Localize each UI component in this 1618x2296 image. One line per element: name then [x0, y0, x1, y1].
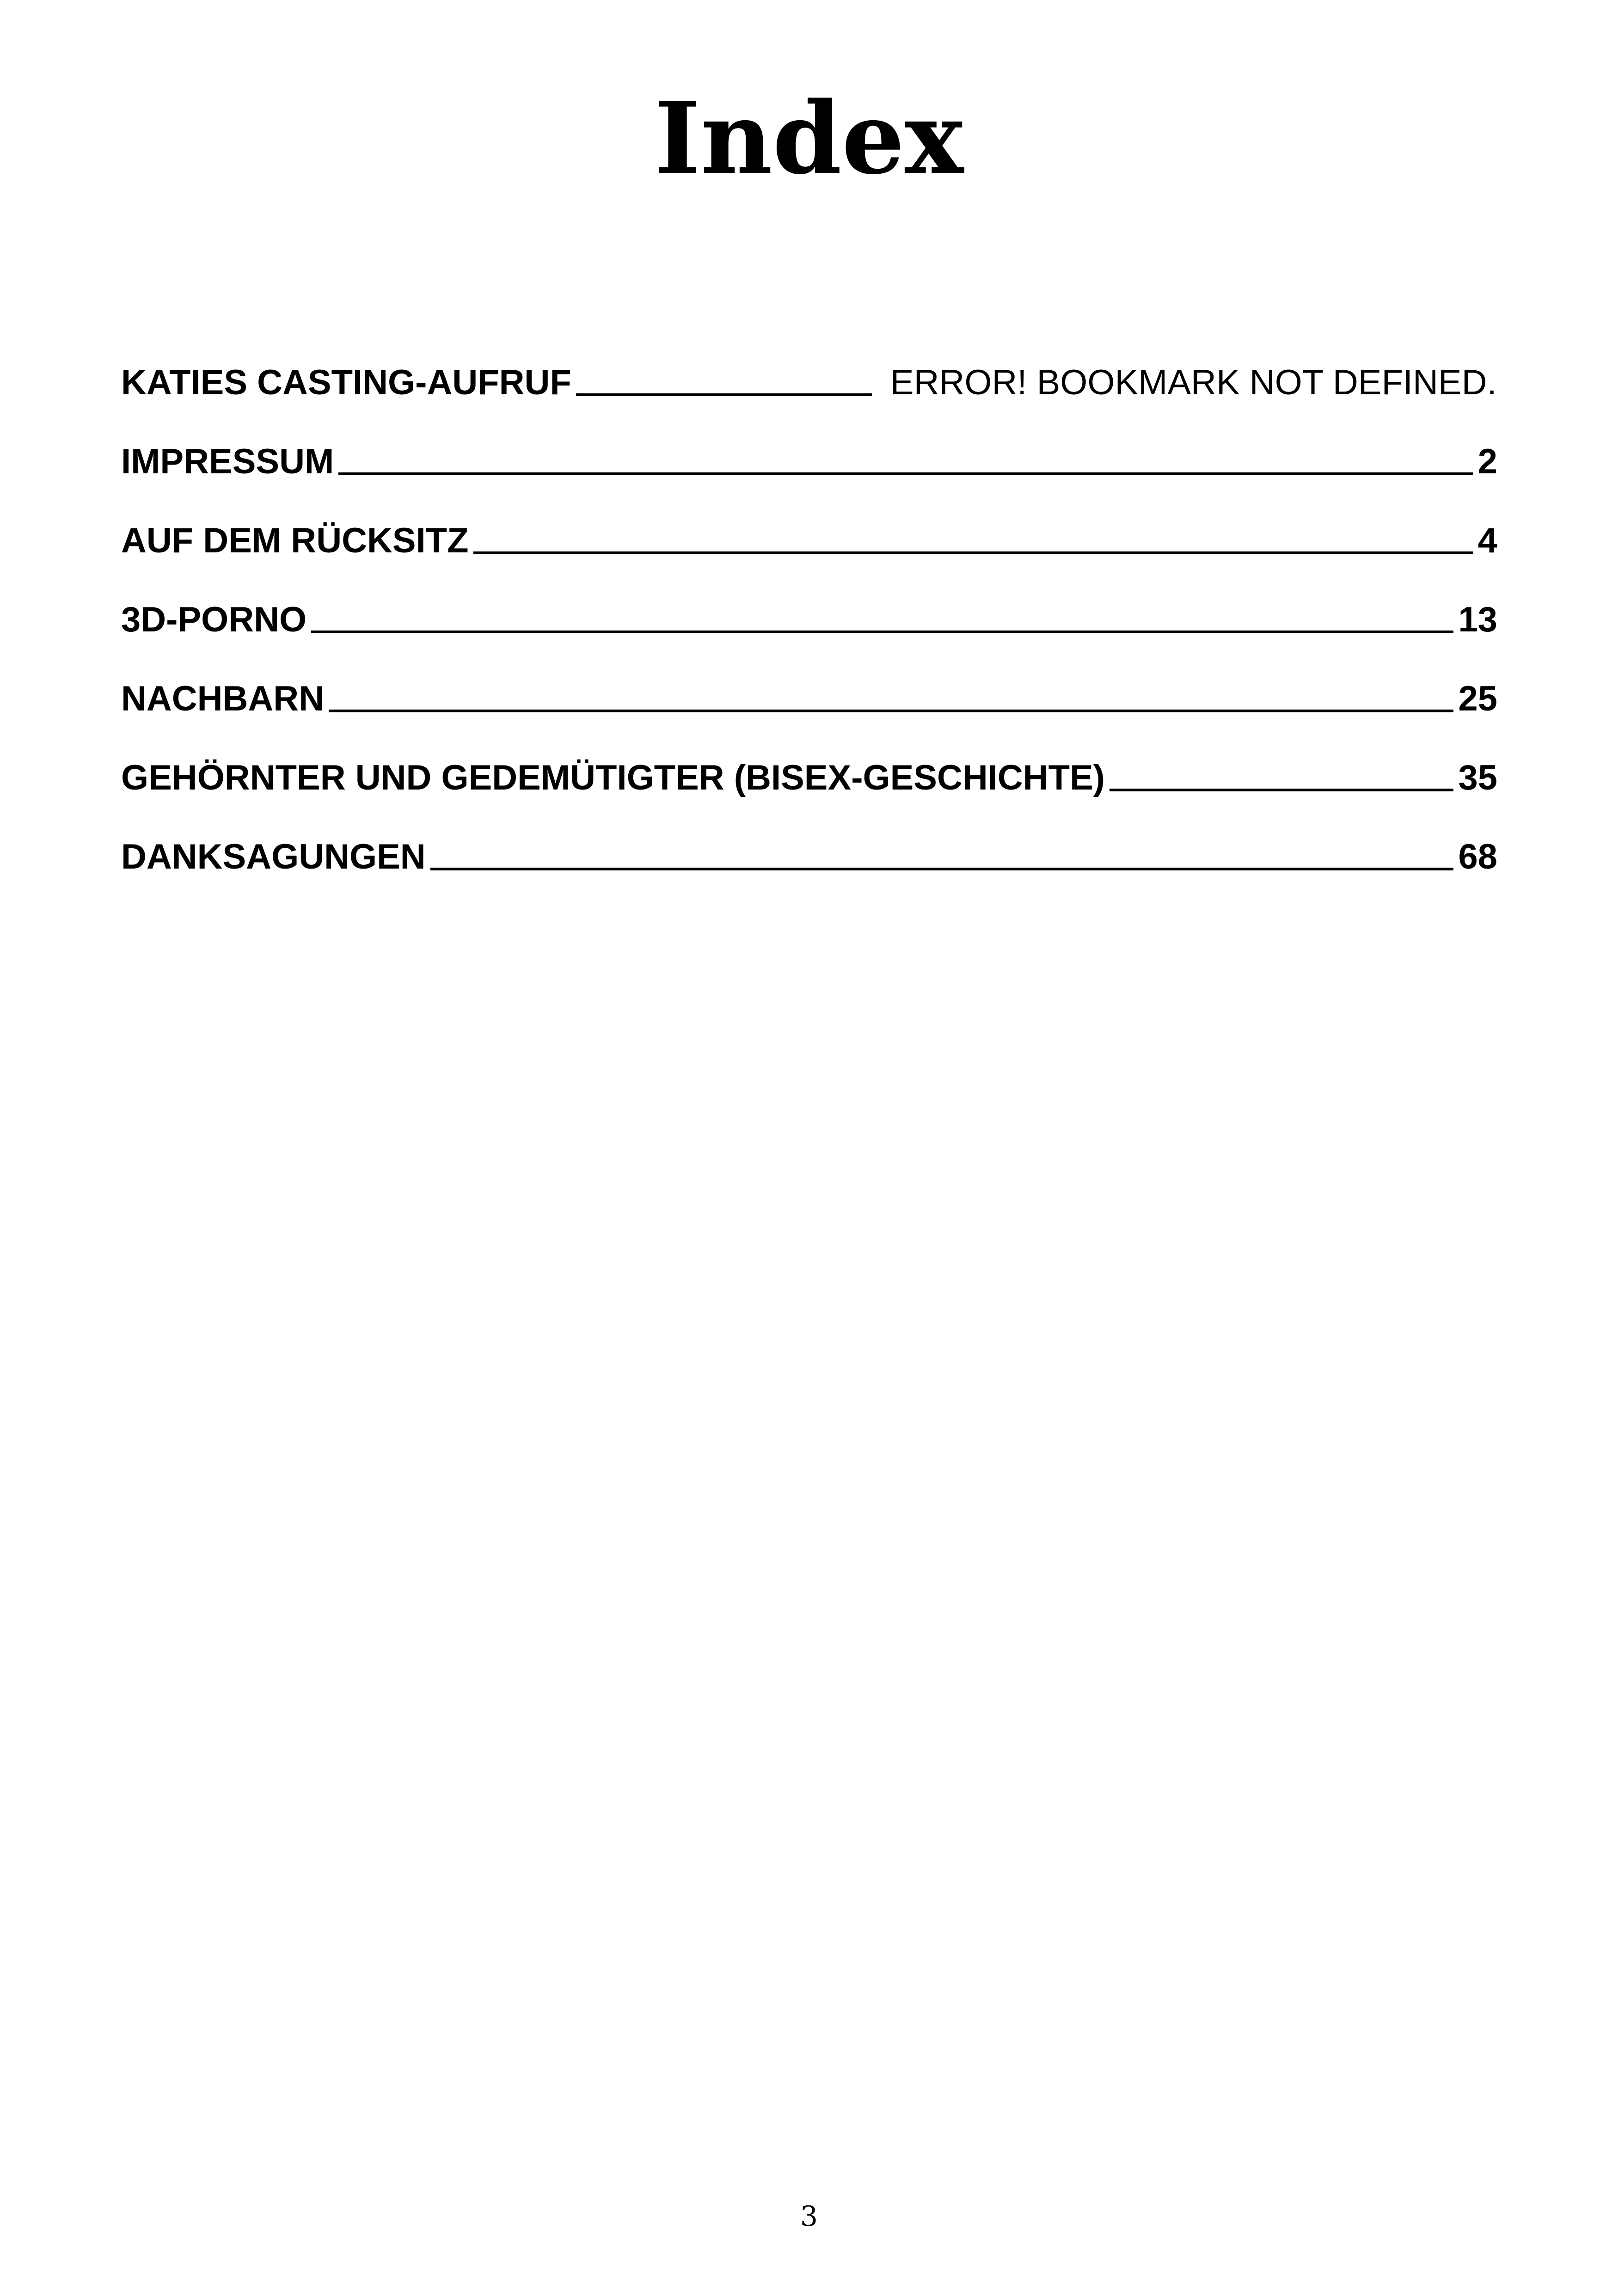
page-number: 3	[800, 2200, 818, 2233]
table-of-contents	[121, 324, 1497, 877]
toc-entry-page: 13	[1458, 600, 1497, 639]
toc-leader-line	[430, 868, 1454, 870]
toc-entry	[121, 403, 1497, 482]
toc-entry	[121, 640, 1497, 719]
toc-leader-line	[576, 393, 872, 396]
toc-leader-line	[329, 710, 1453, 712]
toc-entry-page: ERROR! BOOKMARK NOT DEFINED.	[890, 363, 1497, 402]
toc-leader-line	[338, 472, 1473, 475]
toc-entry	[121, 324, 1497, 403]
toc-entry-label: NACHBARN	[121, 679, 325, 718]
toc-leader-line	[1109, 789, 1453, 791]
toc-leader-line	[473, 551, 1473, 554]
toc-entry-label: GEHÖRNTER UND GEDEMÜTIGTER (BISEX-GESCHICHTE)	[121, 758, 1105, 797]
toc-entry	[121, 798, 1497, 877]
toc-entry-label: AUF DEM RÜCKSITZ	[121, 521, 469, 560]
toc-entry-page: 35	[1458, 758, 1497, 797]
toc-entry-page: 68	[1458, 837, 1497, 876]
toc-entry	[121, 561, 1497, 640]
toc-entry-page: 4	[1477, 521, 1497, 560]
toc-entry-label: KATIES CASTING-AUFRUF	[121, 363, 571, 402]
toc-entry-label: IMPRESSUM	[121, 442, 334, 481]
page-title: Index	[654, 80, 964, 196]
toc-entry	[121, 482, 1497, 561]
toc-entry-page: 2	[1477, 442, 1497, 481]
toc-entry-page: 25	[1458, 679, 1497, 718]
toc-entry	[121, 719, 1497, 798]
toc-entry-label: DANKSAGUNGEN	[121, 837, 426, 876]
toc-leader-line	[311, 631, 1453, 633]
toc-entry-label: 3D-PORNO	[121, 600, 307, 639]
